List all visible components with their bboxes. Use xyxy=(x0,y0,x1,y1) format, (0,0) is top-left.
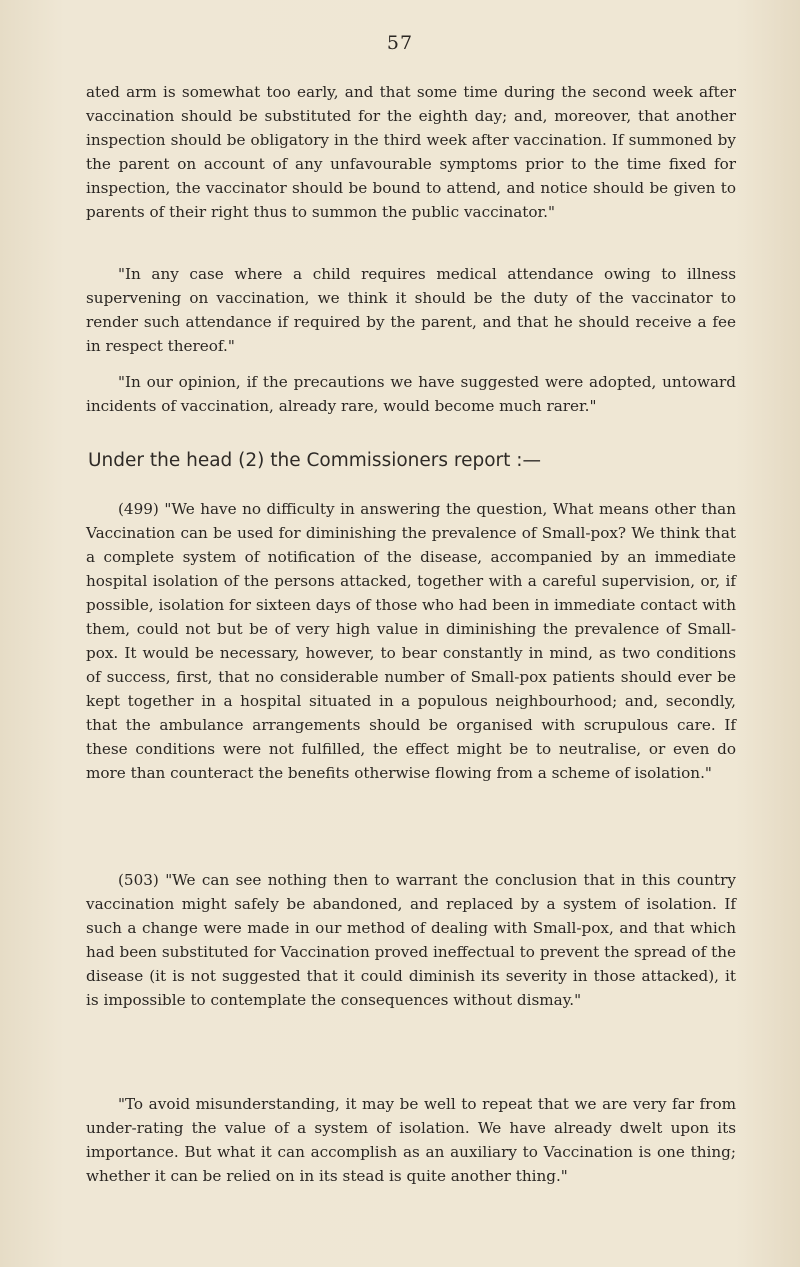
paragraph-499: (499) "We have no difficulty in answering the question, What means other than Vaccination can be used for diminishing the prevalence of Small-pox? We think that a complete system of notification of the disease, accompanied by an immediate hospital isolation of the persons attacked, together with a careful supervision, or, if possible, isolation for sixteen days of those who had been in immediate contact with them, could not but be of very high value in diminishing the prevalence of Small-pox. It would be necessary, however, to bear constantly in mind, as two conditions of success, first, that no considerable number of Small-pox patients should ever be kept together in a hospital situated in a populous neighbourhood; and, secondly, that the ambulance arrangements should be organised with scrupulous care. If these conditions were not fulfilled, the effect might be to neutralise, or even do more than counteract the benefits otherwise flowing from a scheme of isolation." xyxy=(86,500,736,782)
paragraph-precautions: "In our opinion, if the precautions we have suggested were adopted, untoward incidents of vaccination, already rare, would become much rarer." xyxy=(86,373,736,415)
paragraph-503: (503) "We can see nothing then to warrant the conclusion that in this country vaccination might safely be abandoned, and replaced by a system of isolation. If such a change were made in our method of dealing with Small-pox, and that which had been substituted for Vaccination proved ineffectual to prevent the spread of the disease (it is not suggested that it could diminish its severity in those attacked), it is impossible to contemplate the consequences without dismay." xyxy=(86,871,736,1009)
paragraph-medical-attendance: "In any case where a child requires medical attendance owing to illness supervening on vaccination, we think it should be the duty of the vaccinator to render such attendance if required by the parent, and that he should receive a fee in respect thereof." xyxy=(86,265,736,355)
section-heading: Under the head (2) the Commissioners report :— xyxy=(88,450,542,471)
paragraph-continuation: ated arm is somewhat too early, and that some time during the second week after vaccination should be substituted for the eighth day; and, moreover, that another inspection should be obligatory in the third week after vaccination. If summoned by the parent on account of any unfavourable symptoms prior to the time fixed for inspection, the vaccinator should be bound to attend, and notice should be given to parents of their right thus to summon the public vaccinator." xyxy=(86,83,736,221)
paragraph-isolation: "To avoid misunderstanding, it may be well to repeat that we are very far from under-rating the value of a system of isolation. We have already dwelt upon its importance. But what it can accomplish as an auxiliary to Vaccination is one thing; whether it can be relied on in its stead is quite another thing." xyxy=(86,1095,736,1185)
page-number: 57 xyxy=(386,32,414,54)
